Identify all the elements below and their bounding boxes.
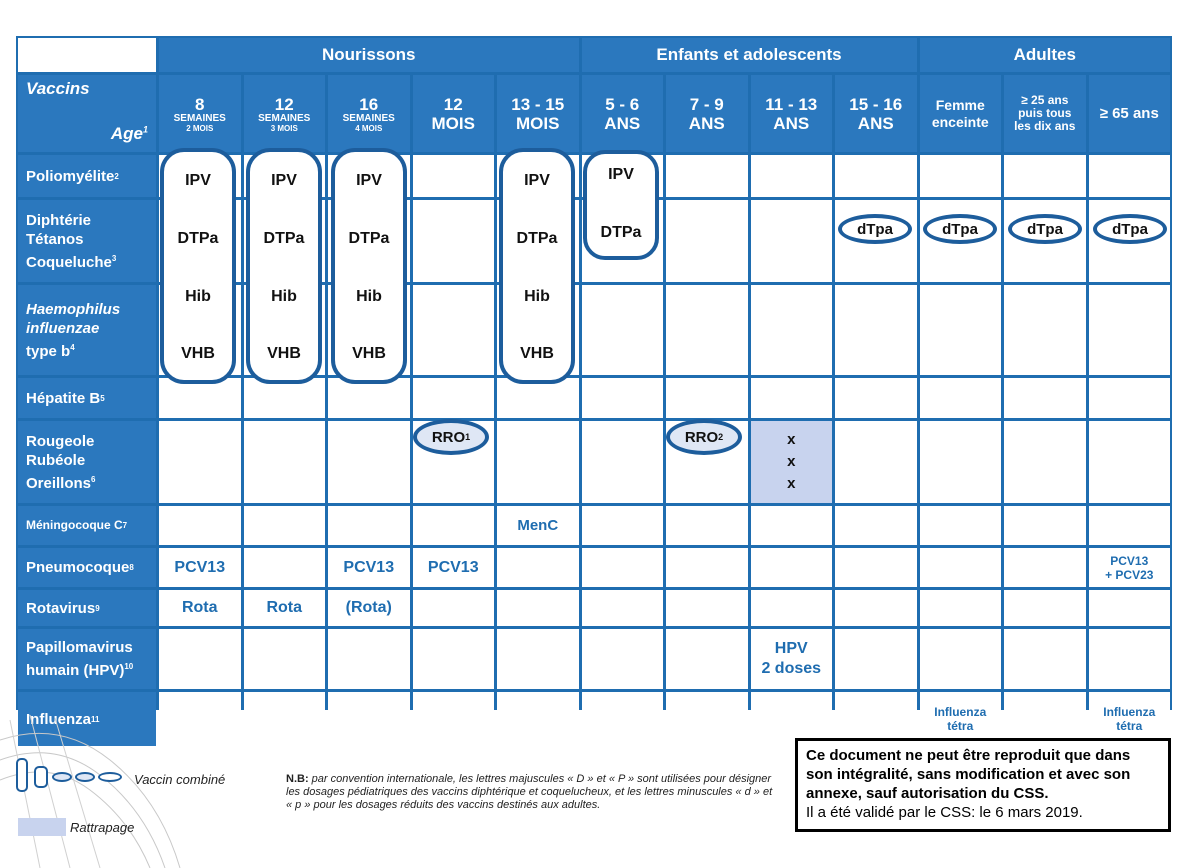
group-nourrissons: Nourissons <box>159 38 579 72</box>
age-5-6-years: 5 - 6 ANS <box>582 75 664 152</box>
nb-note: N.B: par convention internationale, les lettres majuscules « D » et « P » sont utilisées pour désigner les dosages pédiatriques des vaccins diphtérique et coquelucheux, et les lettres minuscules « d » et « p » pour les dosages réduits des vaccins destinés aux adultes. <box>286 773 773 811</box>
vaccins-label: Vaccins <box>26 79 90 98</box>
legend-combined-label: Vaccin combiné <box>134 772 226 787</box>
rro1-oval: RRO 1 <box>413 419 489 455</box>
empty-corner-top <box>18 38 156 72</box>
combined-vaccine-pill-8w: IPV DTPa Hib VHB <box>160 148 236 384</box>
cell-rota-8w: Rota <box>159 590 241 626</box>
combined-vaccine-pill-12w: IPV DTPa Hib VHB <box>246 148 322 384</box>
cell-flu-65: Influenza tétra <box>1089 692 1171 746</box>
cell-pcv13-pcv23: PCV13 + PCV23 <box>1089 548 1171 587</box>
age-pregnant-woman: Femme enceinte <box>920 75 1002 152</box>
rro2-oval: RRO 2 <box>666 419 742 455</box>
cell-pcv13-8w: PCV13 <box>159 548 241 587</box>
cell-dtpa-65: dTpa <box>1093 214 1167 244</box>
cell-rro-catchup: x x x <box>751 421 833 503</box>
combined-vaccine-pill-5-6y: IPV DTPa <box>583 150 659 260</box>
age-12-months: 12 MOIS <box>413 75 495 152</box>
age-16-weeks: 16 SEMAINES 4 MOIS <box>328 75 410 152</box>
legend-catchup-swatch <box>18 818 66 836</box>
row-label-rro: Rougeole Rubéole Oreillons$^6$ <box>18 421 156 503</box>
cell-flu-pregnant: Influenza tétra <box>920 692 1002 746</box>
age-65-plus: ≥ 65 ans <box>1089 75 1171 152</box>
cell-hpv: HPV 2 doses <box>751 629 833 689</box>
age-15-16-years: 15 - 16 ANS <box>835 75 917 152</box>
row-label-dtp: Diphtérie Tétanos Coqueluche$^3$ <box>18 200 156 282</box>
age-12-weeks: 12 SEMAINES 3 MOIS <box>244 75 326 152</box>
group-enfants: Enfants et adolescents <box>582 38 917 72</box>
cell-rota-16w: (Rota) <box>328 590 410 626</box>
row-label-pneumo: Pneumocoque 8 <box>18 548 156 587</box>
cell-pcv13-12m: PCV13 <box>413 548 495 587</box>
legend-catchup-label: Rattrapage <box>70 820 135 835</box>
combined-vaccine-pill-16w: IPV DTPa Hib VHB <box>331 148 407 384</box>
age-label: Age$^1$ <box>110 124 148 143</box>
age-7-9-years: 7 - 9 ANS <box>666 75 748 152</box>
cell-dtpa-pregnant: dTpa <box>923 214 997 244</box>
group-adultes: Adultes <box>920 38 1171 72</box>
combined-vaccine-pill-13-15m: IPV DTPa Hib VHB <box>499 148 575 384</box>
cell-dtpa-15-16y: dTpa <box>838 214 912 244</box>
row-label-hpv: Papillomavirus humain (HPV)$^{10}$ <box>18 629 156 689</box>
legend-combined-icon <box>16 758 128 790</box>
cell-dtpa-25: dTpa <box>1008 214 1082 244</box>
cell-menc: MenC <box>497 506 579 545</box>
cell-pcv13-16w: PCV13 <box>328 548 410 587</box>
row-label-rota: Rotavirus 9 <box>18 590 156 626</box>
copyright-notice: Ce document ne peut être reproduit que dans son intégralité, sans modification et avec son annexe, sauf autorisation du CSS. Il a été validé par le CSS: le 6 mars 2019. <box>795 738 1171 832</box>
row-label-polio: Poliomyélite 2 <box>18 155 156 197</box>
row-label-hib: Haemophilus influenzae type $b^4$ <box>18 285 156 375</box>
age-25-plus: ≥ 25 ans puis tous les dix ans <box>1004 75 1086 152</box>
age-8-weeks: 8 SEMAINES 2 MOIS <box>159 75 241 152</box>
age-13-15-months: 13 - 15 MOIS <box>497 75 579 152</box>
cell-rota-12w: Rota <box>244 590 326 626</box>
row-label-menc: Méningocoque C 7 <box>18 506 156 545</box>
age-11-13-years: 11 - 13 ANS <box>751 75 833 152</box>
row-label-influenza: Influenza 11 <box>18 692 156 746</box>
corner-header <box>18 75 156 152</box>
row-label-hepb: Hépatite B 5 <box>18 378 156 418</box>
